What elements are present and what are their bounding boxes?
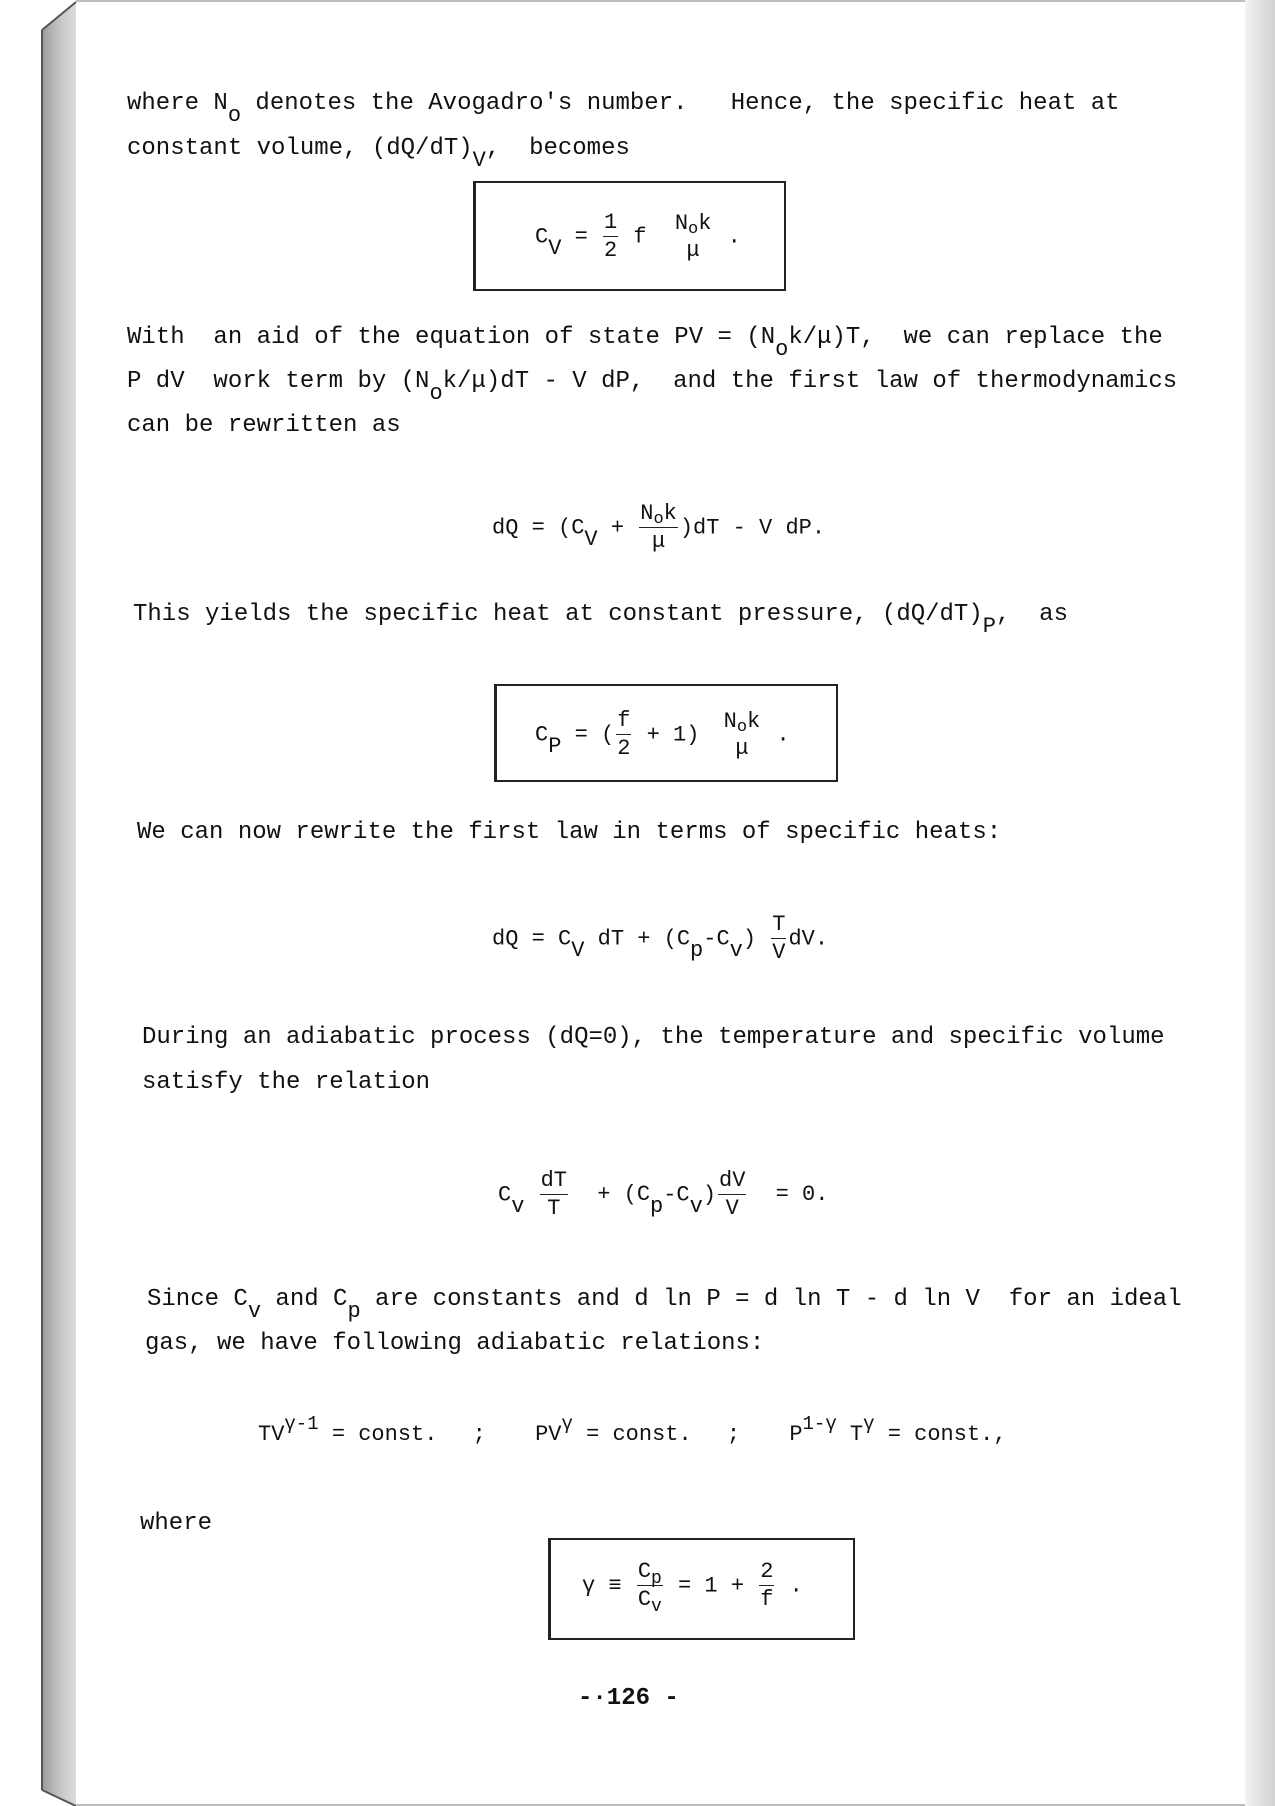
text-line-2: constant volume, (dQ/dT)V, becomes: [127, 135, 630, 173]
text-line-6: This yields the specific heat at constant pressure, (dQ/dT)P, as: [133, 601, 1068, 639]
equation-gamma: γ ≡ $\frac{C_p}{C_v}$ = 1 + $\frac{2}{f}$ .: [582, 1559, 803, 1618]
page-number: -·126 -: [578, 1685, 679, 1712]
text-line-5: can be rewritten as: [127, 412, 401, 439]
text-line-7: We can now rewrite the first law in terms of specific heats:: [137, 819, 1002, 846]
text-line-4: P dV work term by (Nok/μ)dT - V dP, and the first law of thermodynamics: [127, 368, 1178, 406]
equation-cp: CP = ( $\frac{f}{2}$ + 1) Nok μ .: [535, 708, 790, 762]
equation-adiabatic-relations: TVγ-1 = const. ; PVγ = const. ; P1-γ Tγ = const.,: [258, 1413, 1007, 1447]
equation-dq-2: dQ = CV dT + (Cp-Cv) $\frac{T}{V}$ dV.: [492, 912, 829, 966]
equation-dq-1: dQ = (CV + $\frac{\text{Nok}}{\mu}$ )dT - V dP.: [492, 501, 826, 555]
text-line-11: gas, we have following adiabatic relations:: [145, 1330, 765, 1357]
book-spine: [0, 0, 78, 1806]
text-line-10: Since Cv and Cp are constants and d ln P = d ln T - d ln V for an ideal: [147, 1286, 1182, 1324]
relation-pt: P1-γ Tγ = const.,: [789, 1413, 1007, 1447]
relation-pv: PVγ = const.: [535, 1413, 692, 1447]
text-line-3: With an aid of the equation of state PV = (Nok/μ)T, we can replace the: [127, 324, 1163, 362]
page-top-edge: [76, 0, 1245, 2]
text-line-1: where No denotes the Avogadro's number. Hence, the specific heat at: [127, 90, 1120, 128]
equation-cv: CV = $\frac{1}{2}$ f Nok μ .: [535, 210, 741, 264]
text-line-8: During an adiabatic process (dQ=0), the temperature and specific volume: [142, 1024, 1165, 1051]
text-line-12: where: [140, 1510, 213, 1537]
text-line-9: satisfy the relation: [142, 1069, 431, 1096]
equation-adiabatic: Cv $\frac{dT}{T}$ + (Cp-Cv) $\frac{dV}{V}$ = 0.: [498, 1168, 829, 1222]
page-right-edge: [1245, 0, 1275, 1806]
relation-tv: TVγ-1 = const.: [258, 1413, 438, 1447]
